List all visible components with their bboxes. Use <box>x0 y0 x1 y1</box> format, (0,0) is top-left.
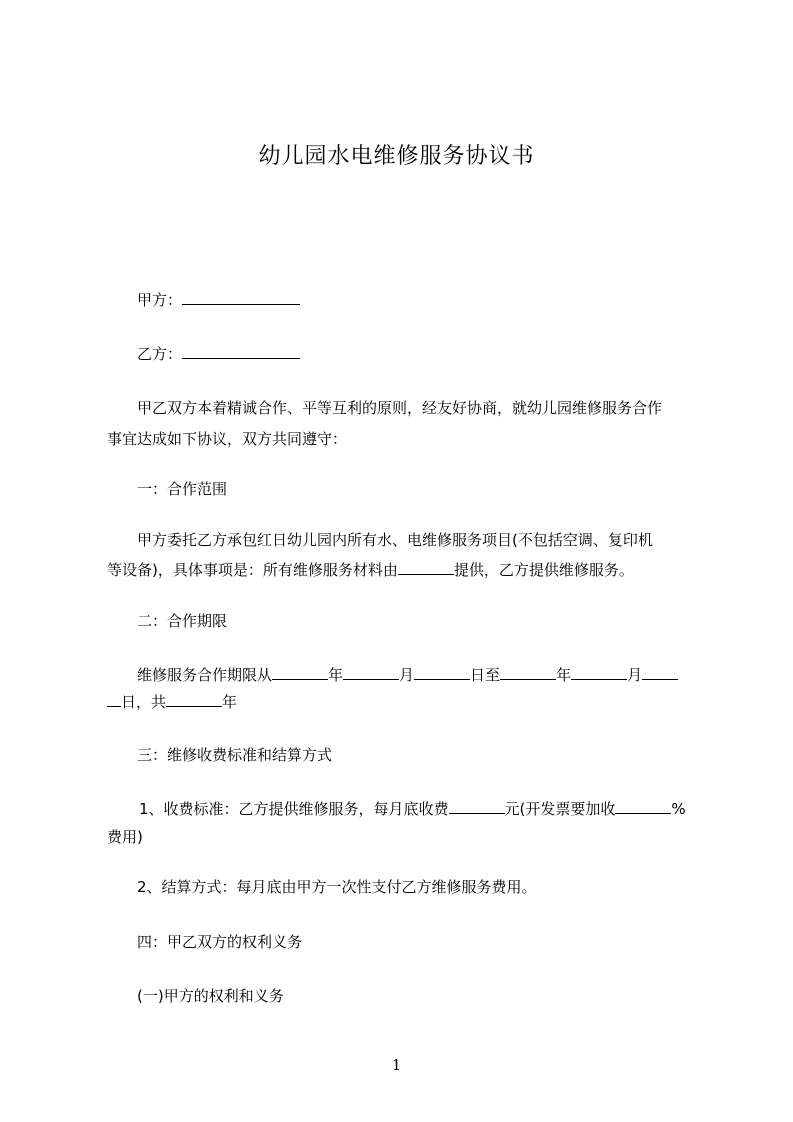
party-a-label: 甲方： <box>137 291 183 309</box>
section-4-sub-1: (一)甲方的权利和义务 <box>137 987 284 1005</box>
material-provider-blank <box>398 560 454 575</box>
section-2-line-1: 维修服务合作期限从 年 月 日至 年 月 <box>107 658 737 692</box>
section-3-heading: 三：维修收费标准和结算方式 <box>137 746 333 764</box>
section-1-line-1: 甲方委托乙方承包红日幼儿园内所有水、电维修服务项目(不包括空调、复印机 <box>137 531 653 549</box>
party-a-line <box>107 283 737 317</box>
section-1-line-2: 等设备)，具体事项是：所有维修服务材料由 提供，乙方提供维修服务。 <box>107 561 634 579</box>
party-b-blank <box>182 344 300 359</box>
section-3-item-1-line-2: 费用) <box>107 828 143 846</box>
intro-line-1: 甲乙双方本着精诚合作、平等互利的原则，经友好协商，就幼儿园维修服务合作 <box>137 399 663 417</box>
section-3-item-1: 1、收费标准：乙方提供维修服务，每月底收费 元(开发票要加收 % <box>139 800 686 818</box>
party-a-blank <box>182 290 300 305</box>
page-number: 1 <box>391 1056 402 1074</box>
section-2-heading: 二：合作期限 <box>137 612 228 630</box>
section-2-line-2: 日，共 年 <box>107 685 707 719</box>
document-title: 幼儿园水电维修服务协议书 <box>258 144 535 169</box>
section-4-heading: 四：甲乙双方的权利义务 <box>137 933 303 951</box>
party-b-label: 乙方： <box>137 345 183 363</box>
section-3-item-2: 2、结算方式：每月底由甲方一次性支付乙方维修服务费用。 <box>137 878 537 896</box>
section-1-heading: 一：合作范围 <box>137 480 228 498</box>
intro-line-2: 事宜达成如下协议，双方共同遵守： <box>107 430 348 448</box>
party-b-line <box>107 337 737 371</box>
